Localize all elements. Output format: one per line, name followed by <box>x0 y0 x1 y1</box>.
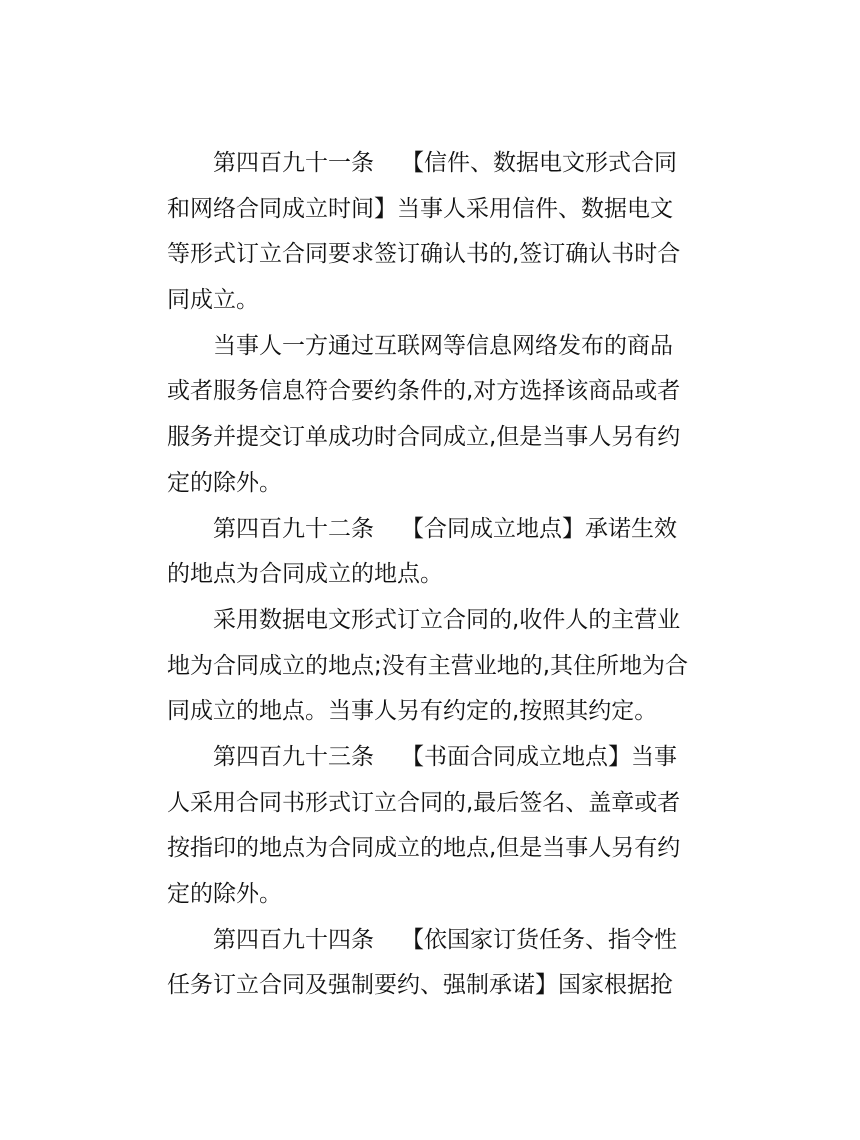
article-493 <box>167 735 697 918</box>
text-line: 和网络合同成立时间】当事人采用信件、数据电文 <box>167 195 673 222</box>
text-line: 或者服务信息符合要约条件的,对方选择该商品或者 <box>167 378 681 405</box>
article-heading: 【合同成立地点】承诺生效 <box>401 515 677 542</box>
document-body <box>167 141 697 1009</box>
text-line: 定的除外。 <box>167 881 282 907</box>
text-line <box>167 735 697 781</box>
text-line: 定的除外。 <box>167 469 282 496</box>
article-heading: 【依国家订货任务、指令性 <box>401 926 677 953</box>
text-line: 同成立。 <box>167 287 259 314</box>
text-line <box>167 507 697 553</box>
text-line: 按指印的地点为合同成立的地点,但是当事人另有约 <box>167 835 681 862</box>
text-line: 地为合同成立的地点;没有主营业地的,其住所地为合 <box>167 652 689 679</box>
text-line <box>167 141 697 187</box>
text-line: 的地点为合同成立的地点。 <box>167 561 443 588</box>
text-line: 采用数据电文形式订立合同的,收件人的主营业 <box>213 606 681 633</box>
article-492 <box>167 507 697 598</box>
text-line: 人采用合同书形式订立合同的,最后签名、盖章或者 <box>167 789 681 816</box>
article-494 <box>167 918 697 1009</box>
article-heading: 【书面合同成立地点】当事 <box>401 743 677 770</box>
article-heading: 【信件、数据电文形式合同 <box>401 150 677 176</box>
article-number: 第四百九十四条 <box>213 926 374 953</box>
text-line: 等形式订立合同要求签订确认书的,签订确认书时合 <box>167 241 681 268</box>
article-491 <box>167 141 697 324</box>
text-line: 同成立的地点。当事人另有约定的,按照其约定。 <box>167 698 658 725</box>
text-line: 当事人一方通过互联网等信息网络发布的商品 <box>213 332 673 359</box>
article-number: 第四百九十三条 <box>213 743 374 770</box>
paragraph-492-2 <box>167 598 697 735</box>
text-line <box>167 918 697 964</box>
paragraph-491-2 <box>167 324 697 507</box>
text-line: 任务订立合同及强制要约、强制承诺】国家根据抢 <box>167 972 673 999</box>
article-number: 第四百九十一条 <box>213 150 374 176</box>
text-line: 服务并提交订单成功时合同成立,但是当事人另有约 <box>167 424 681 451</box>
article-number: 第四百九十二条 <box>213 515 374 542</box>
